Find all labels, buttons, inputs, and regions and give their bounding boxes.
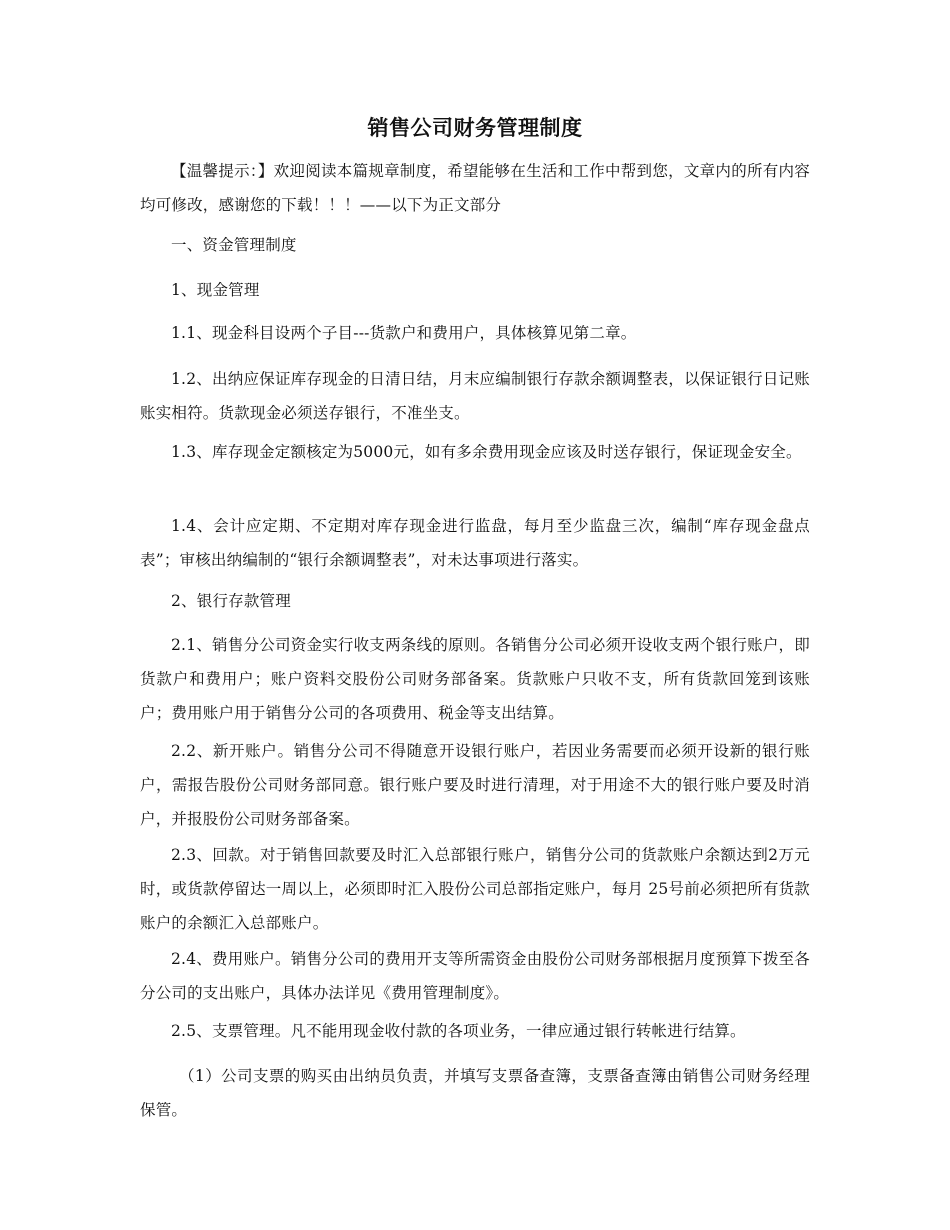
- section-heading-fund-management: 一、资金管理制度: [171, 236, 297, 254]
- paragraph-2-4: 2.4、费用账户。销售分公司的费用开支等所需资金由股份公司财务部根据月度预算下拨至各分公司的支出账户，具体办法详见《费用管理制度》。: [140, 950, 810, 1002]
- paragraph-1-1: 1.1、现金科目设两个子目---货款户和费用户，具体核算见第二章。: [171, 324, 637, 342]
- subsection-heading-cash-management: 1、现金管理: [171, 281, 260, 299]
- subsection-heading-bank-deposit: 2、银行存款管理: [171, 592, 291, 610]
- paragraph-2-2: 2.2、新开账户。销售分公司不得随意开设银行账户，若因业务需要而必须开设新的银行账户，需报告股份公司财务部同意。银行账户要及时进行清理，对于用途不大的银行账户要及时消户，并报股份公司财务部备案。: [140, 742, 810, 828]
- paragraph-1-3: 1.3、库存现金定额核定为5000元，如有多余费用现金应该及时送存银行，保证现金安全。: [171, 443, 802, 461]
- paragraph-item-1: （1）公司支票的购买由出纳员负责，并填写支票备查簿，支票备查簿由销售公司财务经理保管。: [140, 1067, 810, 1119]
- document-title: 销售公司财务管理制度: [367, 116, 583, 140]
- notice-paragraph: 【温馨提示：】欢迎阅读本篇规章制度，希望能够在生活和工作中帮到您，文章内的所有内容均可修改，感谢您的下载！！！——以下为正文部分: [140, 162, 810, 214]
- paragraph-1-4: 1.4、会计应定期、不定期对库存现金进行监盘，每月至少监盘三次，编制“库存现金盘点表”；审核出纳编制的“银行余额调整表”，对未达事项进行落实。: [140, 517, 810, 569]
- paragraph-1-2: 1.2、出纳应保证库存现金的日清日结，月末应编制银行存款余额调整表，以保证银行日记账账实相符。货款现金必须送存银行，不准坐支。: [140, 370, 810, 422]
- paragraph-2-3: 2.3、回款。对于销售回款要及时汇入总部银行账户，销售分公司的货款账户余额达到2万元时，或货款停留达一周以上，必须即时汇入股份公司总部指定账户，每月 25号前必须把所有货款账户的余额汇入总部账户。: [140, 846, 810, 932]
- paragraph-2-5: 2.5、支票管理。凡不能用现金收付款的各项业务，一律应通过银行转帐进行结算。: [171, 1022, 746, 1040]
- paragraph-2-1: 2.1、销售分公司资金实行收支两条线的原则。各销售分公司必须开设收支两个银行账户，即货款户和费用户；账户资料交股份公司财务部备案。货款账户只收不支，所有货款回笼到该账户；费用账户用于销售分公司的各项费用、税金等支出结算。: [140, 636, 810, 722]
